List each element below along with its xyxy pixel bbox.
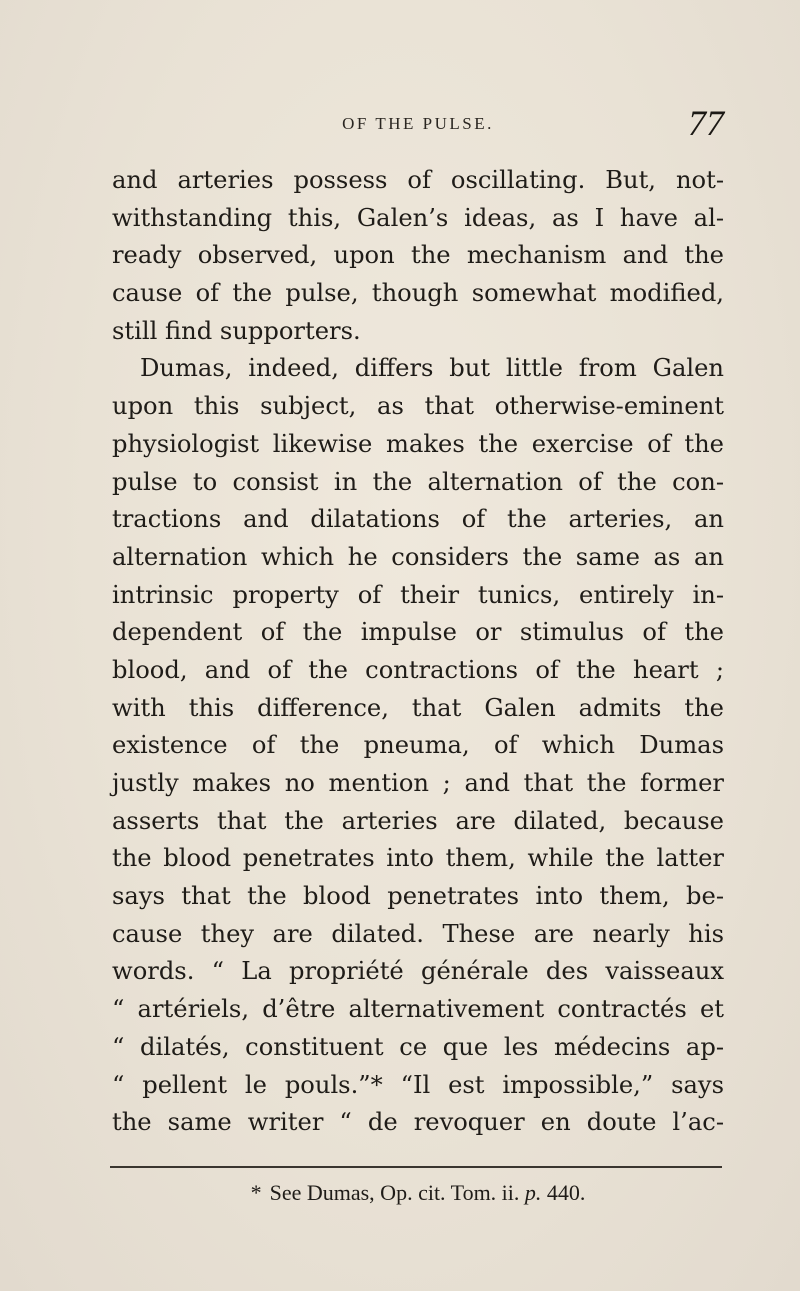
text-line: still find supporters. xyxy=(112,316,361,345)
body-text xyxy=(112,162,724,1142)
text-line: ready observed, upon the mechanism and the xyxy=(112,241,724,270)
text-line: “ dilatés, constituent ce que les médecins ap- xyxy=(112,1032,724,1061)
page-number: 77 xyxy=(688,103,724,143)
footnote xyxy=(112,1180,724,1206)
footnote-text: See Dumas, Op. cit. Tom. ii. xyxy=(269,1180,520,1205)
text-line: dependent of the impulse or stimulus of the xyxy=(112,618,724,647)
text-line: intrinsic property of their tunics, entirely in- xyxy=(112,580,724,609)
text-line: blood, and of the contractions of the heart ; xyxy=(112,655,724,684)
text-line: the same writer “ de revoquer en doute l’ac- xyxy=(112,1108,724,1137)
running-head: OF THE PULSE. xyxy=(342,114,494,133)
text-line: words. “ La propriété générale des vaisseaux xyxy=(112,957,724,986)
text-line: alternation which he considers the same as an xyxy=(112,542,724,571)
text-line: with this difference, that Galen admits the xyxy=(112,693,724,722)
text-line: asserts that the arteries are dilated, because xyxy=(112,806,724,835)
text-line: cause of the pulse, though somewhat modified, xyxy=(112,279,724,308)
text-line: physiologist likewise makes the exercise of the xyxy=(112,429,724,458)
text-line: upon this subject, as that otherwise-eminent xyxy=(112,392,724,421)
text-line: justly makes no mention ; and that the former xyxy=(112,769,724,797)
text-line: “ artériels, d’être alternativement contractés et xyxy=(112,995,724,1024)
text-line: and arteries possess of oscillating. But, not- xyxy=(112,166,724,194)
footnote-page-abbrev: p. xyxy=(524,1180,542,1205)
footnote-marker: * xyxy=(250,1180,262,1205)
paragraph-first-line: Dumas, indeed, differs but little from Galen xyxy=(140,354,724,383)
text-line: says that the blood penetrates into them, be- xyxy=(112,882,724,911)
text-line: withstanding this, Galen’s ideas, as I have al- xyxy=(112,203,724,232)
text-line: the blood penetrates into them, while the latter xyxy=(112,844,724,873)
text-line: cause they are dilated. These are nearly his xyxy=(112,919,724,948)
text-line: “ pellent le pouls.”* “Il est impossible,” says xyxy=(112,1070,724,1099)
page-header xyxy=(112,104,724,148)
text-line: tractions and dilatations of the arteries, an xyxy=(112,505,724,534)
text-line: pulse to consist in the alternation of the con- xyxy=(112,467,724,496)
footnote-page-number: 440. xyxy=(546,1180,586,1205)
text-line: existence of the pneuma, of which Dumas xyxy=(112,731,724,760)
footnote-divider xyxy=(110,1166,722,1168)
